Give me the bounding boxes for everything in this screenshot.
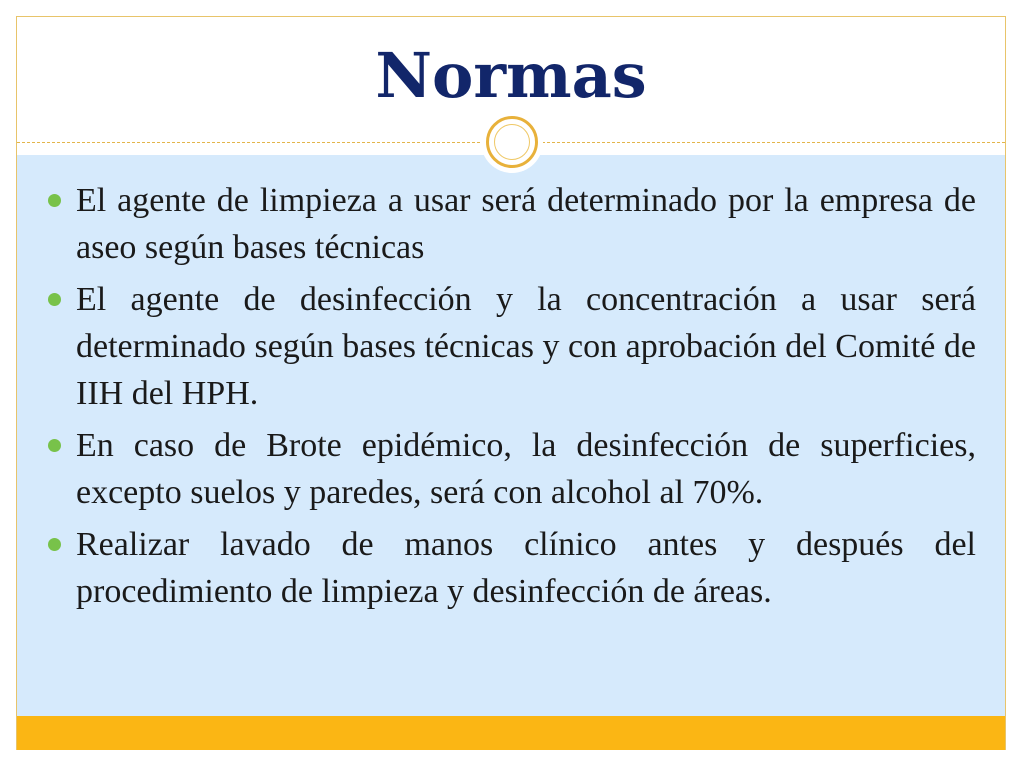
bullet-text: El agente de limpieza a usar será determinado por la empresa de aseo según bases técnicas bbox=[76, 182, 976, 266]
bullet-item bbox=[46, 177, 976, 271]
bullet-text: En caso de Brote epidémico, la desinfección de superficies, excepto suelos y paredes, será con alcohol al 70%. bbox=[76, 427, 976, 511]
bottom-accent-bar bbox=[17, 716, 1005, 750]
circle-ornament-icon bbox=[486, 116, 538, 168]
bullet-text: El agente de desinfección y la concentración a usar será determinado según bases técnicas y con aprobación del Comité de IIH del HPH. bbox=[76, 281, 976, 412]
bullet-item bbox=[46, 422, 976, 516]
bullet-dot-icon bbox=[48, 293, 61, 306]
bullet-list bbox=[46, 177, 976, 620]
bullet-dot-icon bbox=[48, 538, 61, 551]
slide-title: Normas bbox=[375, 39, 647, 112]
bullet-dot-icon bbox=[48, 439, 61, 452]
bullet-item bbox=[46, 276, 976, 417]
bullet-text: Realizar lavado de manos clínico antes y después del procedimiento de limpieza y desinfección de áreas. bbox=[76, 526, 976, 610]
bullet-item bbox=[46, 521, 976, 615]
bullet-dot-icon bbox=[48, 194, 61, 207]
